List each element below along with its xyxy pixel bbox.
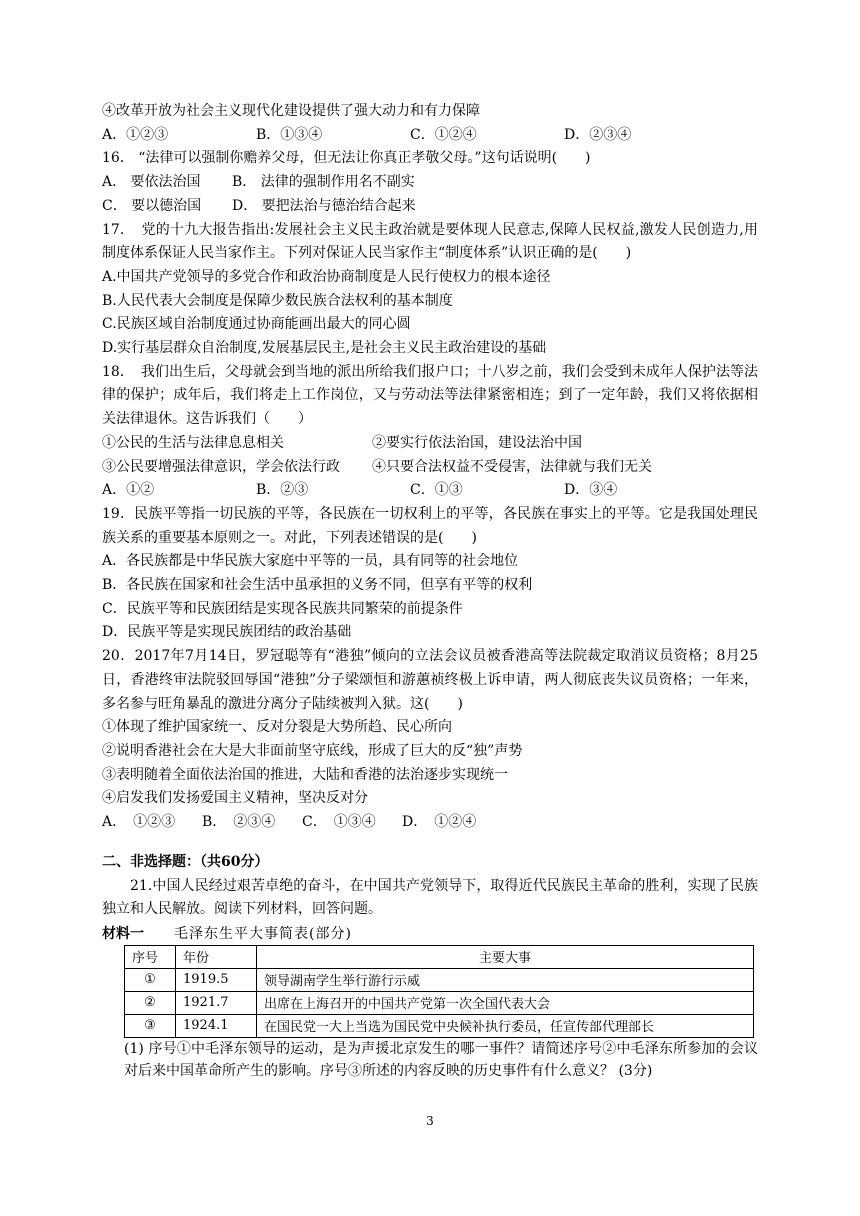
events-table xyxy=(124,945,754,1038)
q18-statement-1: ①公民的生活与法律息息相关 xyxy=(102,434,284,451)
q17-option-b: B.人民代表大会制度是保障少数民族合法权利的基本制度 xyxy=(102,292,453,309)
material-label: 材料一 xyxy=(102,925,144,942)
q16-option-c: C． 要以德治国 xyxy=(102,197,202,214)
q20-option-c: C． ①③④ xyxy=(302,814,376,831)
table-cell-index: ① xyxy=(125,968,176,991)
q19-option-b: B．各民族在国家和社会生活中虽承担的义务不同，但享有平等的权利 xyxy=(102,577,533,594)
q20-statement-1: ①体现了维护国家统一、反对分裂是大势所趋、民心所向 xyxy=(102,719,452,736)
table-row xyxy=(125,1014,754,1037)
q20-option-b: B． ②③④ xyxy=(202,814,276,831)
table-header-row xyxy=(125,945,754,968)
q16-options-row2 xyxy=(102,195,758,219)
q20-stem: 20．2017年7月14日，罗冠聪等有“港独”倾向的立法会议员被香港高等法院裁定取消议员资格；8月25日，香港终审法院驳回辱国“港独”分子梁颂恒和游蕙祯终极上诉申请，两人彻底丧失议员资格；一年来，多名参与旺角暴乱的激进分离分子陆续被判入狱。这( ) xyxy=(102,648,758,712)
q19-stem: 19．民族平等指一切民族的平等，各民族在一切权利上的平等，各民族在事实上的平等。它是我国处理民族关系的重要基本原则之一。对此，下列表述错误的是( ) xyxy=(102,505,758,546)
q15-statement-4: ④改革开放为社会主义现代化建设提供了强大动力和有力保障 xyxy=(102,103,480,119)
q20-statement-2: ②说明香港社会在大是大非面前坚守底线，形成了巨大的反“独”声势 xyxy=(102,742,523,759)
q18-statement-4: ④只要合法权益不受侵害，法律就与我们无关 xyxy=(372,458,652,475)
table-header-event: 主要大事 xyxy=(257,945,754,968)
table-cell-index: ② xyxy=(125,991,176,1014)
q18-option-d: D．③④ xyxy=(564,482,618,499)
q16-stem: 16． “法律可以强制你赡养父母，但无法让你真正孝敬父母。”这句话说明( ) xyxy=(102,150,591,167)
q20-options xyxy=(102,811,758,835)
q17-option-c: C.民族区域自治制度通过协商能画出最大的同心圆 xyxy=(102,316,411,333)
q18-option-b: B．②③ xyxy=(256,482,309,499)
q19-option-d: D．民族平等是实现民族团结的政治基础 xyxy=(102,624,352,641)
q18-statements-row1 xyxy=(102,432,758,456)
table-cell-event: 在国民党一大上当选为国民党中央候补执行委员，任宣传部代理部长 xyxy=(257,1014,754,1037)
q16-options-row1 xyxy=(102,171,758,195)
q19-option-c: C．民族平等和民族团结是实现各民族共同繁荣的前提条件 xyxy=(102,600,463,617)
q16-option-d: D． 要把法治与德治结合起来 xyxy=(232,197,416,214)
q18-option-c: C．①③ xyxy=(410,482,463,499)
table-header-index: 序号 xyxy=(125,945,176,968)
q15-option-d: D．②③④ xyxy=(564,126,632,143)
q15-options xyxy=(102,124,758,148)
q21-subquestion-1: (1) 序号①中毛泽东领导的运动，是为声援北京发生的哪一事件？请简述序号②中毛泽东所参加的会议对后来中国革命所产生的影响。序号③所述的内容反映的历史事件有什么意义？ (3分) xyxy=(124,1040,758,1079)
q16-option-a: A． 要依法治国 xyxy=(102,174,201,191)
q18-statement-2: ②要实行依法治国，建设法治中国 xyxy=(372,434,582,451)
table-cell-year: 1924.1 xyxy=(176,1014,257,1037)
q17-option-d: D.实行基层群众自治制度,发展基层民主,是社会主义民主政治建设的基础 xyxy=(102,340,547,357)
q17-option-a: A.中国共产党领导的多党合作和政治协商制度是人民行使权力的根本途径 xyxy=(102,268,551,285)
q16-option-b: B． 法律的强制作用名不副实 xyxy=(232,174,415,191)
table-header-year: 年份 xyxy=(176,945,257,968)
table-cell-year: 1919.5 xyxy=(176,968,257,991)
section-heading: 二、非选择题：（共60分） xyxy=(102,853,269,870)
material-caption: 毛泽东生平大事简表(部分) xyxy=(174,925,352,942)
q18-options xyxy=(102,479,758,503)
q20-option-a: A． ①②③ xyxy=(102,814,176,831)
q20-option-d: D． ①②④ xyxy=(402,814,477,831)
table-cell-year: 1921.7 xyxy=(176,991,257,1014)
q18-statements-row2 xyxy=(102,456,758,480)
q19-option-a: A．各民族都是中华民族大家庭中平等的一员，具有同等的社会地位 xyxy=(102,553,519,570)
q20-statement-4: ④启发我们发扬爱国主义精神，坚决反对分 xyxy=(102,790,368,807)
page-number: 3 xyxy=(426,1114,434,1128)
q15-option-c: C．①②④ xyxy=(410,126,477,143)
q18-statement-3: ③公民要增强法律意识，学会依法行政 xyxy=(102,458,340,475)
material-one-header xyxy=(102,923,758,945)
q17-stem: 17． 党的十九大报告指出:发展社会主义民主政治就是要体现人民意志,保障人民权益,激发人民创造力,用制度体系保证人民当家作主。下列对保证人民当家作主“制度体系”认识正确的是( ) xyxy=(102,221,758,262)
q20-statement-3: ③表明随着全面依法治国的推进，大陆和香港的法治逐步实现统一 xyxy=(102,766,508,783)
q21-intro: 21.中国人民经过艰苦卓绝的奋斗，在中国共产党领导下，取得近代民族民主革命的胜利，实现了民族独立和人民解放。阅读下列材料，回答问题。 xyxy=(102,877,758,918)
q18-stem: 18． 我们出生后，父母就会到当地的派出所给我们报户口；十八岁之前，我们会受到未成年人保护法等法律的保护；成年后，我们将走上工作岗位，又与劳动法等法律紧密相连；到了一定年龄，我们又将依据相关法律退休。这告诉我们（ ） xyxy=(102,363,758,428)
table-row xyxy=(125,968,754,991)
table-cell-index: ③ xyxy=(125,1014,176,1037)
table-row xyxy=(125,991,754,1014)
table-cell-event: 出席在上海召开的中国共产党第一次全国代表大会 xyxy=(257,991,754,1014)
q18-option-a: A．①② xyxy=(102,482,155,499)
page-content xyxy=(102,100,758,1082)
q15-option-b: B．①③④ xyxy=(256,126,323,143)
q15-option-a: A．①②③ xyxy=(102,126,169,143)
table-cell-event: 领导湖南学生举行游行示威 xyxy=(257,968,754,991)
